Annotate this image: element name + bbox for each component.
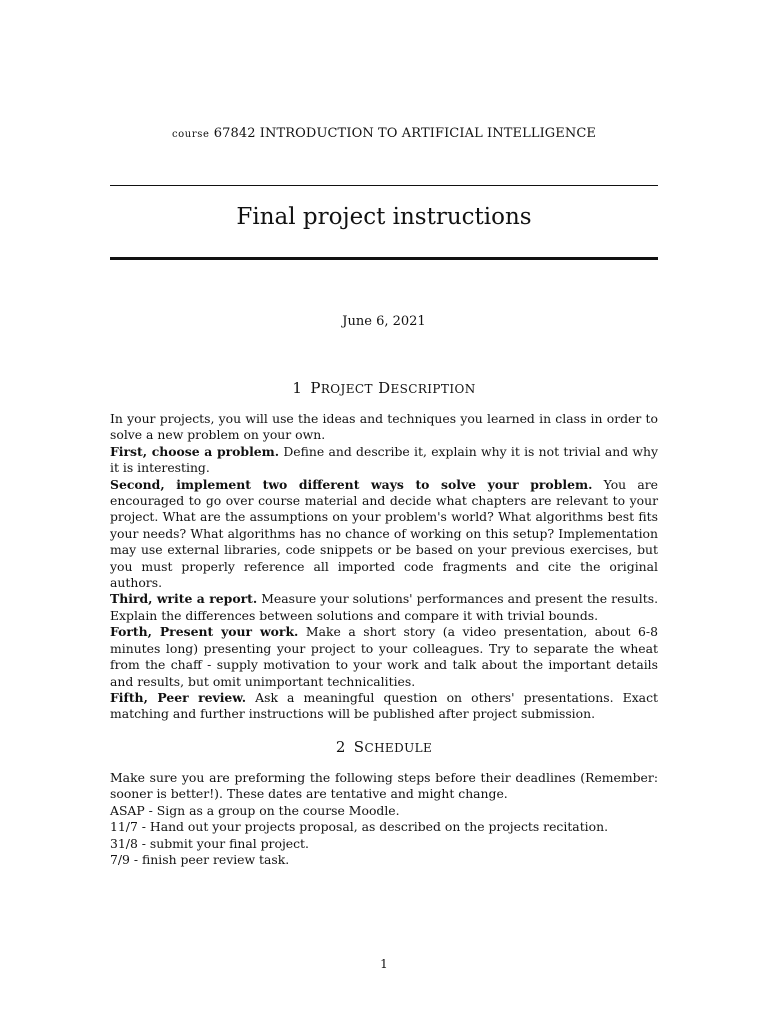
step-lead: Second, implement two different ways to solve your problem. <box>110 476 593 492</box>
page-number: 1 <box>380 957 388 971</box>
section-title-initial-2: D <box>378 379 391 397</box>
section-body-project-description <box>110 411 658 723</box>
section-title-rest: CHEDULE <box>364 741 433 755</box>
schedule-item: 31/8 - submit your final project. <box>110 835 309 851</box>
section-number: 2 <box>335 738 346 756</box>
section-heading-project-description <box>0 379 768 397</box>
section-number: 1 <box>292 379 303 397</box>
schedule-item: 7/9 - finish peer review task. <box>110 852 290 868</box>
schedule-item: 11/7 - Hand out your projects proposal, as described on the projects recitation. <box>110 819 609 835</box>
step-lead: Third, write a report. <box>110 591 258 607</box>
section-heading-schedule <box>0 738 768 756</box>
step-text: You are encouraged to go over course material and decide what chapters are relevant to your project. What are the assumptions on your problem's world? What algorithms best fits your needs? What algorithms has no chance of working on this setup? Implementation may use external libraries, code snippets or be based on your previous exercises, but you must properly reference all imported code fragments and cite the original authors. <box>110 476 659 591</box>
section-title-initial: S <box>353 738 365 756</box>
step-lead: Forth, Present your work. <box>110 624 299 640</box>
step-paragraph <box>110 690 658 723</box>
section-body-schedule <box>110 770 658 868</box>
course-label: course <box>171 129 210 140</box>
section-title-initial: P <box>310 379 321 397</box>
step-paragraph <box>110 591 658 624</box>
paragraph: In your projects, you will use the ideas and techniques you learned in class in order to solve a new problem on your own. <box>110 411 658 443</box>
section-title-rest-2: ESCRIPTION <box>390 382 476 396</box>
title-top-rule <box>110 185 658 186</box>
title-bottom-rule <box>110 257 658 260</box>
step-paragraph <box>110 477 658 592</box>
step-text: Make a short story (a video presentation, about 6-8 minutes long) presenting your project to your colleagues. Try to separate the wheat from the chaff - supply motivation to your work and talk about the important details and results, but omit unimportant technicalities. <box>110 624 658 689</box>
paragraph: Make sure you are preforming the following steps before their deadlines (Remember: sooner is better!). These dates are tentative and might change. <box>110 770 658 802</box>
schedule-item: ASAP - Sign as a group on the course Moodle. <box>110 802 400 818</box>
section-title-rest: ROJECT <box>320 382 373 396</box>
course-header <box>0 126 768 141</box>
step-lead: First, choose a problem. <box>110 443 280 459</box>
step-text: Measure your solutions' performances and present the results. Explain the differences between solutions and compare it with trivial bounds. <box>110 591 659 623</box>
step-text: Ask a meaningful question on others' presentations. Exact matching and further instructions will be published after project submission. <box>110 689 658 722</box>
step-paragraph <box>110 444 658 477</box>
document-title: Final project instructions <box>236 204 532 230</box>
document-date: June 6, 2021 <box>342 314 426 329</box>
step-text: Define and describe it, explain why it is not trivial and why it is interesting. <box>110 443 658 476</box>
step-paragraph <box>110 624 658 690</box>
course-title: 67842 INTRODUCTION TO ARTIFICIAL INTELLIGENCE <box>213 126 596 141</box>
step-lead: Fifth, Peer review. <box>110 689 247 705</box>
